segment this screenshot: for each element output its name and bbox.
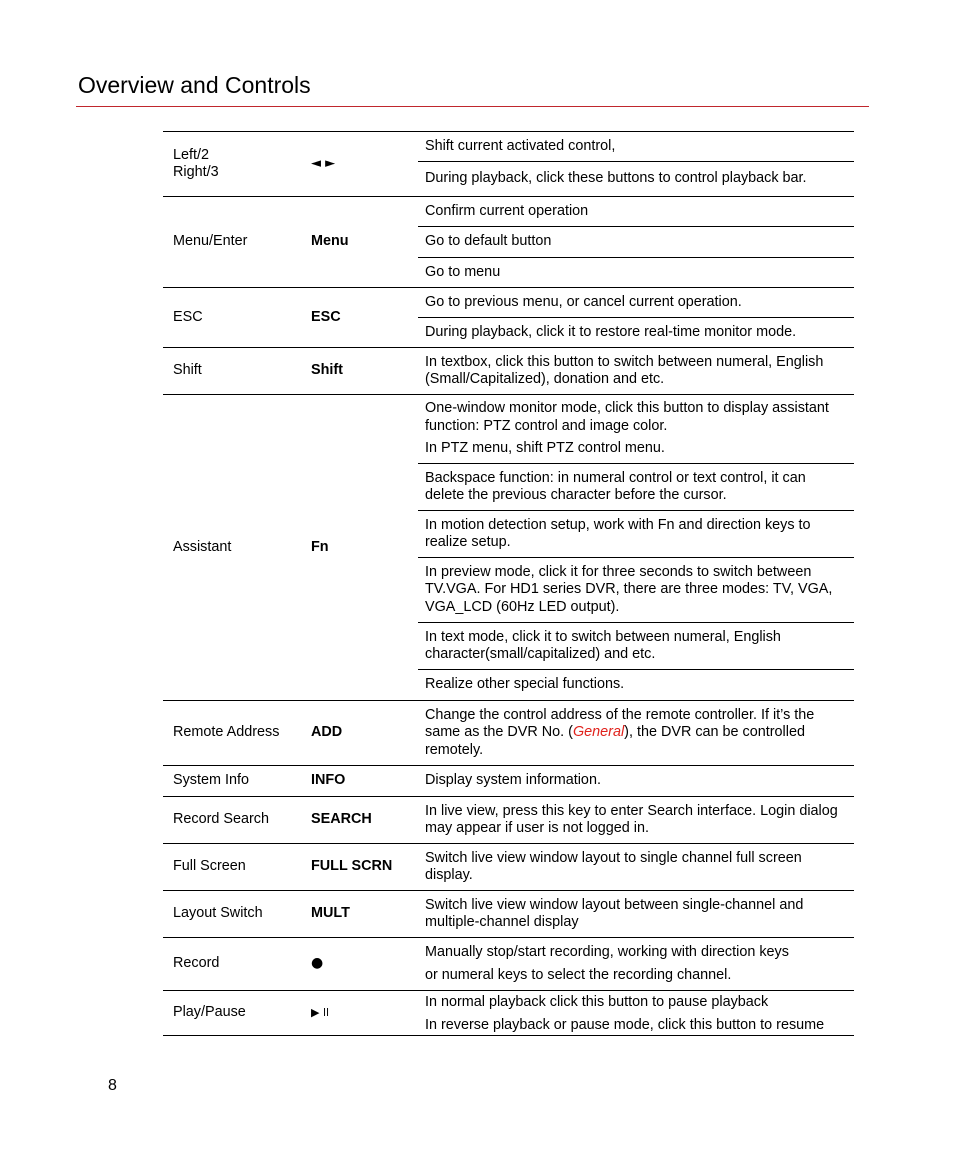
description-text: Switch live view window layout between single-channel and multiple-channel display — [425, 896, 804, 930]
control-key: INFO — [311, 766, 418, 797]
general-link[interactable]: General — [572, 724, 625, 741]
control-description — [418, 511, 854, 558]
table-row — [163, 844, 854, 891]
control-description — [418, 701, 854, 766]
description-text: or numeral keys to select the recording channel. — [425, 966, 732, 983]
table-row — [163, 288, 854, 318]
control-description — [418, 464, 854, 511]
control-key: ESC — [311, 288, 418, 348]
description-text: Realize other special functions. — [425, 676, 625, 693]
control-name-line: Left/2 — [173, 146, 210, 163]
control-name-line: Right/3 — [173, 164, 219, 180]
table-row — [163, 395, 854, 464]
control-description — [418, 991, 854, 1036]
control-description — [418, 558, 854, 623]
description-text: Go to previous menu, or cancel current operation. — [425, 293, 742, 310]
control-name: Full Screen — [163, 844, 311, 891]
control-description — [418, 227, 854, 258]
title-divider — [76, 106, 869, 107]
controls-table — [163, 131, 854, 1036]
control-description — [418, 132, 854, 162]
control-description — [418, 891, 854, 938]
description-text: During playback, click it to restore real-time monitor mode. — [425, 323, 797, 340]
table-row — [163, 938, 854, 991]
description-text: In textbox, click this button to switch between numeral, English (Small/Capitalized), donation and etc. — [425, 353, 824, 387]
table-row — [163, 348, 854, 395]
table-row — [163, 991, 854, 1036]
description-text: In motion detection setup, work with Fn and direction keys to realize setup. — [425, 516, 811, 550]
description-text: Manually stop/start recording, working with direction keys — [425, 944, 789, 960]
description-text: Go to menu — [425, 263, 501, 280]
control-name: Assistant — [163, 395, 311, 701]
description-text: ), the DVR can be controlled remotely. — [425, 724, 805, 758]
description-text: Display system information. — [425, 772, 601, 789]
control-name: Menu/Enter — [163, 197, 311, 288]
left-right-arrow-icon: ◄ ► — [311, 156, 336, 172]
table-row — [163, 197, 854, 227]
control-name: Remote Address — [163, 701, 311, 766]
description-text: In text mode, click it to switch between numeral, English character(small/capitalized) and etc. — [425, 628, 781, 662]
description-text: Backspace function: in numeral control or text control, it can delete the previous character before the cursor. — [425, 469, 806, 503]
control-description — [418, 797, 854, 844]
control-description — [418, 318, 854, 348]
play-pause-icon: ▶ ll — [311, 1006, 330, 1020]
control-name: Shift — [163, 348, 311, 395]
page-number: 8 — [108, 1077, 117, 1094]
control-description — [418, 766, 854, 797]
control-description — [418, 395, 854, 464]
table-row — [163, 766, 854, 797]
control-description — [418, 938, 854, 991]
control-key: MULT — [311, 891, 418, 938]
description-text: In normal playback click this button to pause playback — [425, 994, 769, 1010]
control-key — [311, 991, 418, 1036]
table-row — [163, 891, 854, 938]
control-name: Record Search — [163, 797, 311, 844]
control-description — [418, 258, 854, 288]
description-text: During playback, click these buttons to control playback bar. — [425, 170, 807, 187]
control-description — [418, 288, 854, 318]
description-text: In PTZ menu, shift PTZ control menu. — [425, 440, 665, 457]
control-name: Record — [163, 938, 311, 991]
page-title: Overview and Controls — [78, 72, 311, 98]
control-key — [311, 938, 418, 991]
control-name: ESC — [163, 288, 311, 348]
record-dot-icon: ● — [311, 955, 324, 972]
control-key: ADD — [311, 701, 418, 766]
control-description — [418, 623, 854, 670]
control-key: Fn — [311, 395, 418, 701]
control-description — [418, 844, 854, 891]
control-key: FULL SCRN — [311, 844, 418, 891]
description-text: In reverse playback or pause mode, click this button to resume — [425, 1016, 825, 1033]
description-text: Confirm current operation — [425, 202, 589, 219]
control-description — [418, 197, 854, 227]
control-key: Menu — [311, 197, 418, 288]
control-key: SEARCH — [311, 797, 418, 844]
description-text: Go to default button — [425, 233, 552, 250]
description-text: Change the control address of the remote controller. If it’s the same as the DVR No. ( — [425, 706, 815, 741]
control-name: Layout Switch — [163, 891, 311, 938]
control-name: Play/Pause — [163, 991, 311, 1036]
control-description — [418, 162, 854, 197]
description-text: In preview mode, click it for three seconds to switch between TV.VGA. For HD1 series DVR, there are three modes: TV, VGA, VGA_LCD (60Hz LED output). — [425, 563, 833, 615]
control-description — [418, 348, 854, 395]
control-description — [418, 670, 854, 701]
table-row — [163, 797, 854, 844]
control-key — [311, 132, 418, 197]
control-name: System Info — [163, 766, 311, 797]
description-text: Shift current activated control, — [425, 137, 616, 154]
control-name — [163, 132, 311, 197]
table-row — [163, 132, 854, 162]
description-text: Switch live view window layout to single channel full screen display. — [425, 849, 802, 883]
table-row — [163, 701, 854, 766]
control-key: Shift — [311, 348, 418, 395]
description-text: One-window monitor mode, click this button to display assistant function: PTZ control and image color. — [425, 400, 829, 434]
description-text: In live view, press this key to enter Search interface. Login dialog may appear if user is not logged in. — [425, 802, 838, 836]
